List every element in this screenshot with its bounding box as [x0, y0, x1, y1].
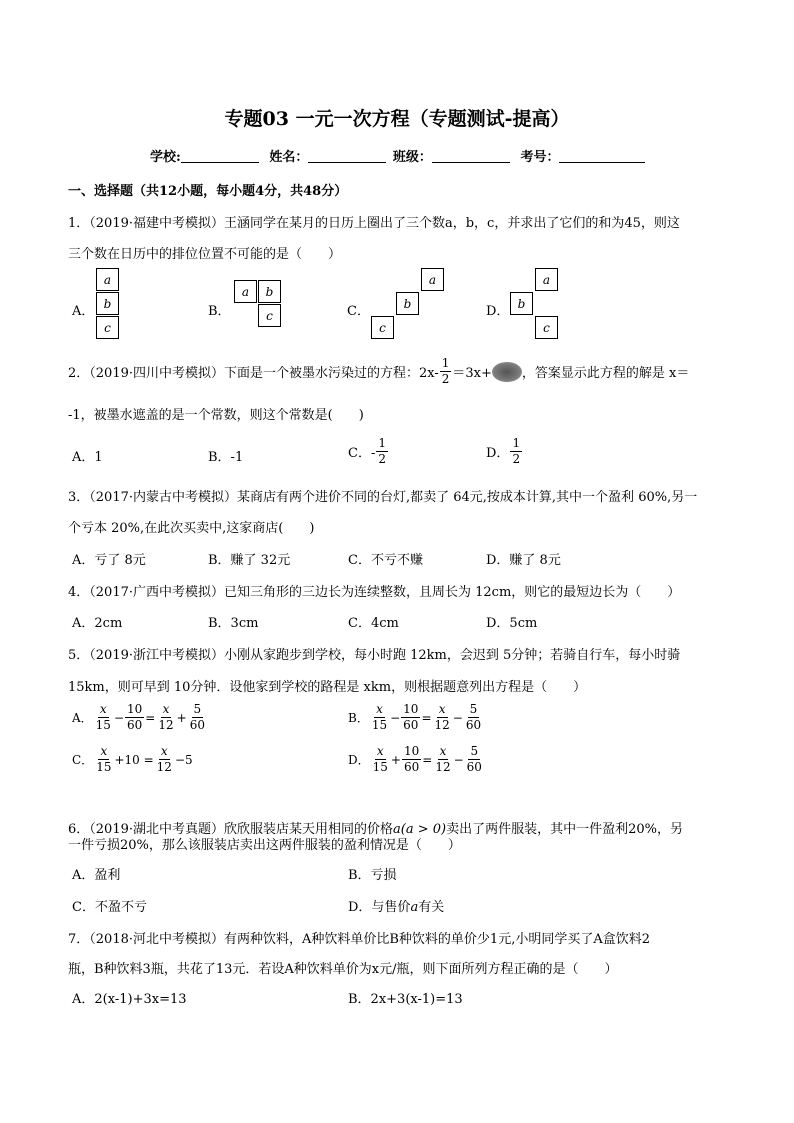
- operator: −: [452, 710, 463, 725]
- fraction: [125, 702, 144, 733]
- denominator: 2: [378, 452, 386, 466]
- q6-text-post: 卖出了两件服装，其中一件盈利20%，另: [446, 822, 683, 837]
- denominator: 60: [403, 718, 419, 732]
- fraction: [433, 744, 452, 775]
- q4-option-d: D．5cm: [486, 616, 538, 631]
- denominator: 12: [156, 760, 172, 774]
- denominator: 15: [96, 760, 112, 774]
- page-title: 专题03 一元一次方程（专题测试-提高）: [224, 108, 570, 130]
- cell-b: b: [396, 292, 419, 315]
- numerator: x: [376, 702, 383, 716]
- q5-line1: 5．（2019·浙江中考模拟）小刚从家跑步到学校，每小时跑 12km，会迟到 5分钟；若骑自行车，每小时骑: [68, 648, 681, 663]
- fraction: [402, 744, 421, 775]
- numerator: 5: [470, 744, 479, 758]
- q1-option-a-label: A．: [72, 304, 95, 319]
- q3-option-c: C．不亏不赚: [348, 553, 423, 568]
- class-blank[interactable]: [432, 148, 510, 163]
- q7-line1: 7．（2018·河北中考模拟）有两种饮料，A种饮料单价比B种饮料的单价少1元,小明同学买了A盒饮料2: [68, 932, 650, 947]
- q6-option-d: [348, 896, 444, 915]
- q4-line1: 4．（2017·广西中考模拟）已知三角形的三边长为连续整数，且周长为 12cm，则它的最短边长为（ ）: [68, 585, 681, 600]
- q6-line2: 一件亏损20%，那么该服装店卖出这两件服装的盈利情况是（ ）: [68, 838, 461, 853]
- cell-c: c: [535, 316, 558, 339]
- cell-b: b: [258, 280, 281, 303]
- number-blank[interactable]: [559, 148, 645, 163]
- operator: =: [145, 710, 156, 725]
- denominator: 2: [512, 452, 521, 466]
- q2-line2: -1，被墨水遮盖的是一个常数，则这个常数是( ): [68, 408, 364, 423]
- q5-option-a-label: A．: [72, 711, 93, 725]
- school-blank[interactable]: [181, 148, 259, 163]
- operator: +: [390, 752, 401, 767]
- denominator: 15: [95, 718, 111, 732]
- number-label: 考号：: [520, 150, 560, 165]
- operator: −: [453, 752, 464, 767]
- cell-c: c: [258, 304, 281, 327]
- name-blank[interactable]: [308, 148, 386, 163]
- numerator: 1: [378, 436, 386, 450]
- cell-a: a: [234, 280, 257, 303]
- numerator: x: [162, 702, 170, 716]
- q1-option-d-label: D．: [486, 304, 510, 319]
- fraction: [465, 744, 484, 775]
- cell-b: b: [510, 292, 533, 315]
- q2-option-c-label: C．-: [348, 446, 376, 461]
- section-heading: 一、选择题（共12小题，每小题4分，共48分）: [68, 184, 348, 199]
- q4-option-a: A．2cm: [72, 616, 123, 631]
- q6-condition: (a > 0): [400, 822, 447, 837]
- q5-line2: 15km，则可早到 10分钟．设他家到学校的路程是 xkm，则根据题意列出方程是（ ）: [68, 680, 587, 695]
- q1-line2: 三个数在日历中的排位位置不可能的是（ ）: [68, 247, 342, 262]
- q6-option-d-end: 有关: [418, 900, 445, 915]
- denominator: 12: [158, 718, 174, 732]
- denominator: 60: [127, 718, 143, 732]
- fraction: [188, 702, 207, 733]
- q5-option-b: [348, 702, 484, 733]
- q7-line2: 瓶，B种饮料3瓶，共花了13元．若设A种饮料单价为x元/瓶，则下面所列方程正确的是（ ）: [68, 962, 618, 977]
- operator: =: [422, 752, 433, 767]
- q4-option-b: B．3cm: [208, 616, 259, 631]
- numerator: 10: [403, 702, 419, 716]
- q5-option-c-label: C．: [72, 753, 94, 767]
- denominator: 15: [372, 760, 388, 774]
- numerator: 1: [441, 356, 450, 370]
- fraction: [401, 702, 420, 733]
- operator: −: [390, 710, 401, 725]
- q5-option-d: [348, 744, 485, 775]
- fraction: [155, 744, 174, 775]
- fraction: [371, 744, 390, 775]
- student-info: [150, 146, 645, 165]
- q6-option-b: B．亏损: [348, 868, 397, 883]
- numerator: 5: [469, 702, 478, 716]
- fraction: [464, 702, 483, 733]
- name-label: 姓名：: [269, 150, 309, 165]
- q7-option-a: A．2(x-1)+3x=13: [72, 992, 187, 1007]
- q7-option-b: B．2x+3(x-1)=13: [348, 992, 463, 1007]
- q5-option-c: [72, 744, 193, 775]
- denominator: 60: [465, 718, 482, 732]
- fraction: [376, 436, 388, 467]
- q2-text-pre: 2．（2019·四川中考模拟）下面是一个被墨水污染过的方程：2x-: [68, 366, 439, 381]
- q3-option-b: B．赚了 32元: [208, 553, 291, 568]
- q2-option-d: [486, 436, 523, 467]
- q6-var: a: [393, 822, 401, 837]
- numerator: x: [438, 702, 446, 716]
- cell-c: c: [371, 316, 394, 339]
- class-label: 班级：: [392, 150, 432, 165]
- q2-fraction: [440, 356, 452, 387]
- q6-option-a: A．盈利: [72, 868, 121, 883]
- fraction: [94, 702, 113, 733]
- fraction: [433, 702, 452, 733]
- numerator: 5: [193, 702, 202, 716]
- denominator: 12: [435, 760, 451, 774]
- operator: −: [113, 710, 125, 725]
- operator: +: [176, 710, 187, 725]
- denominator: 60: [403, 760, 420, 774]
- q2-option-d-label: D．: [486, 446, 510, 461]
- numerator: x: [99, 702, 107, 716]
- q1-line1: 1．（2019·福建中考模拟）王涵同学在某月的日历上圈出了三个数a，b，c，并求出了它们的和为45，则这: [68, 216, 680, 231]
- cell-c: c: [96, 316, 119, 339]
- q2-text-post: ，答案显示此方程的解是 x＝: [521, 366, 690, 381]
- q1-option-c-label: C．: [347, 304, 370, 319]
- q6-text-pre: 6．（2019·湖北中考真题）欣欣服装店某天用相同的价格: [68, 822, 393, 837]
- numerator: 10: [403, 744, 420, 758]
- q2-line1: [68, 356, 689, 387]
- cell-a: a: [96, 268, 119, 291]
- denominator: 60: [189, 718, 205, 732]
- numerator: x: [100, 744, 108, 758]
- q2-option-b: B．-1: [208, 450, 244, 465]
- fraction: [510, 436, 522, 467]
- q6-option-c: C．不盈不亏: [72, 900, 147, 915]
- cell-a: a: [421, 268, 444, 291]
- q2-text-mid: ＝3x+: [452, 366, 492, 381]
- q2-option-a: A．1: [72, 450, 103, 465]
- q6-option-d-var: a: [410, 900, 419, 915]
- ink-blot-icon: [492, 362, 522, 382]
- school-label: 学校:: [150, 150, 181, 165]
- operator: −5: [174, 752, 193, 767]
- numerator: x: [439, 744, 447, 758]
- q5-option-b-label: B．: [348, 711, 369, 725]
- operator: +10 =: [114, 752, 154, 767]
- denominator: 12: [434, 718, 450, 732]
- q3-option-a: A．亏了 8元: [72, 553, 146, 568]
- fraction: [370, 702, 389, 733]
- q5-option-a: [72, 702, 208, 733]
- q3-option-d: D．赚了 8元: [486, 553, 561, 568]
- numerator: 1: [512, 436, 521, 450]
- q1-option-b-label: B．: [208, 304, 231, 319]
- q5-option-d-label: D．: [348, 753, 370, 767]
- fraction: [156, 702, 175, 733]
- numerator: x: [376, 744, 384, 758]
- q3-line1: 3．（2017·内蒙古中考模拟）某商店有两个进价不同的台灯,都卖了 64元,按成本计算,其中一个盈利 60%,另一: [68, 490, 698, 505]
- cell-b: b: [96, 292, 119, 315]
- cell-a: a: [535, 268, 558, 291]
- q2-option-c: [348, 436, 389, 467]
- numerator: 10: [127, 702, 143, 716]
- q3-line2: 个亏本 20%,在此次买卖中,这家商店( ): [68, 521, 315, 536]
- q4-option-c: C．4cm: [348, 616, 399, 631]
- fraction: [94, 744, 113, 775]
- denominator: 60: [466, 760, 482, 774]
- q6-option-d-label: D．与售价: [348, 900, 411, 915]
- operator: =: [421, 710, 432, 725]
- denominator: 2: [441, 372, 450, 386]
- numerator: x: [160, 744, 168, 758]
- denominator: 15: [371, 718, 388, 732]
